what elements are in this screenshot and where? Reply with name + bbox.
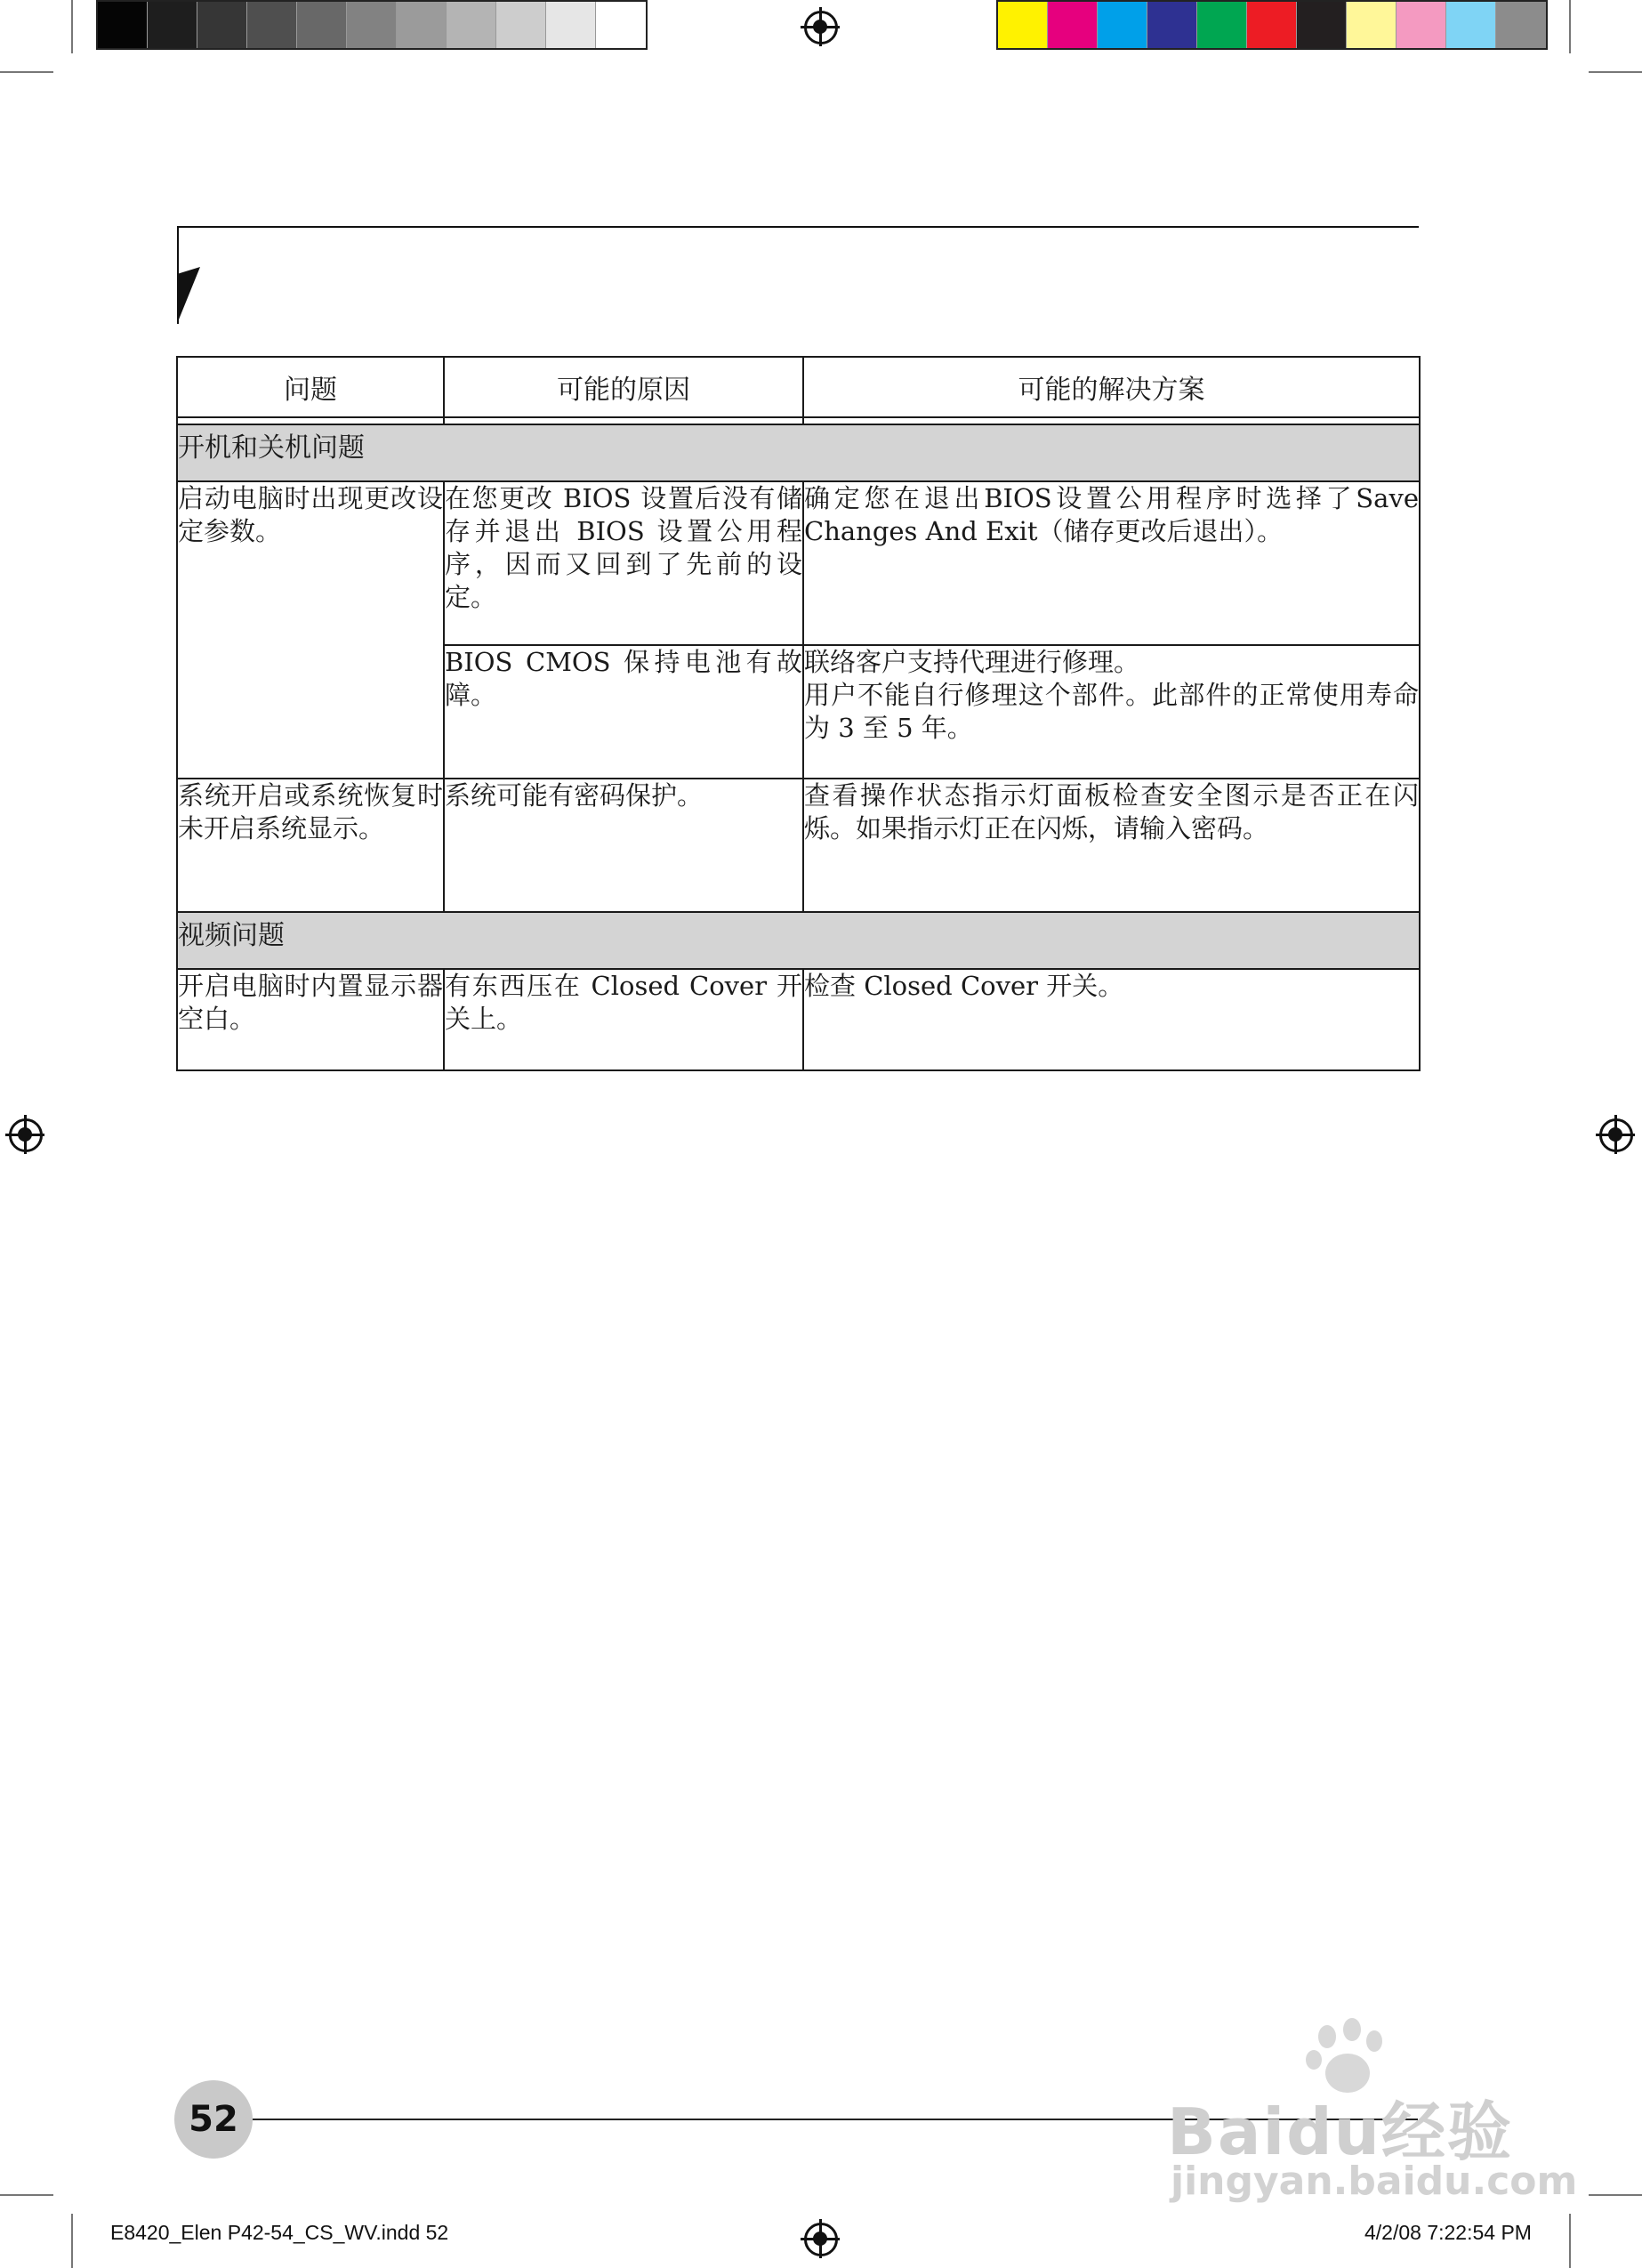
table-row <box>177 481 1420 645</box>
watermark-brand: Baidu经验 <box>1167 2094 1513 2169</box>
calibration-swatch <box>98 2 148 48</box>
section-row-power <box>177 424 1420 481</box>
header-gap-row <box>177 417 1420 424</box>
slug-timestamp: 4/2/08 7:22:54 PM <box>1364 2221 1532 2244</box>
section-row-video <box>177 912 1420 969</box>
crop-mark <box>1589 71 1642 73</box>
table-row <box>177 969 1420 1070</box>
crop-mark <box>0 71 53 73</box>
calibration-swatch <box>1397 2 1446 48</box>
calibration-swatch <box>1297 2 1347 48</box>
table-row <box>177 779 1420 912</box>
column-header-problem: 问题 <box>177 357 444 417</box>
grayscale-calibration-bar <box>96 0 648 50</box>
calibration-swatch <box>447 2 496 48</box>
solution-cell: 联络客户支持代理进行修理。 用户不能自行修理这个部件。此部件的正常使用寿命为 3 至 5 年。 <box>803 645 1420 779</box>
registration-mark-left-icon <box>5 1115 44 1154</box>
slug-filename: E8420_Elen P42-54_CS_WV.indd 52 <box>110 2221 449 2244</box>
calibration-swatch <box>1147 2 1197 48</box>
solution-cell: 确定您在退出BIOS设置公用程序时选择了Save Changes And Exit（储存更改后退出）。 <box>803 481 1420 645</box>
crop-mark <box>1569 2214 1571 2268</box>
page-number: 52 <box>174 2080 253 2159</box>
calibration-swatch <box>596 2 646 48</box>
column-header-cause: 可能的原因 <box>444 357 803 417</box>
calibration-swatch <box>1347 2 1397 48</box>
calibration-swatch <box>1197 2 1247 48</box>
crop-mark <box>1589 2194 1642 2196</box>
section-title: 开机和关机问题 <box>177 424 1420 481</box>
calibration-swatch <box>1098 2 1147 48</box>
troubleshooting-table <box>176 356 1421 1071</box>
calibration-swatch <box>247 2 297 48</box>
calibration-swatch <box>297 2 347 48</box>
calibration-swatch <box>1048 2 1098 48</box>
calibration-swatch <box>546 2 596 48</box>
calibration-swatch <box>148 2 197 48</box>
solution-cell: 查看操作状态指示灯面板检查安全图示是否正在闪烁。如果指示灯正在闪烁，请输入密码。 <box>803 779 1420 912</box>
calibration-swatch <box>1496 2 1546 48</box>
column-header-solution: 可能的解决方案 <box>803 357 1420 417</box>
baidu-watermark <box>1167 2018 1578 2205</box>
calibration-swatch <box>347 2 397 48</box>
crop-mark <box>1569 0 1571 53</box>
crop-mark <box>71 0 73 53</box>
crop-mark <box>0 2194 53 2196</box>
color-calibration-bar <box>996 0 1548 50</box>
calibration-swatch <box>1446 2 1496 48</box>
registration-mark-bottom-icon <box>801 2219 840 2258</box>
solution-cell: 检查 Closed Cover 开关。 <box>803 969 1420 1070</box>
registration-mark-top-icon <box>801 7 840 46</box>
calibration-swatch <box>1247 2 1297 48</box>
calibration-swatch <box>397 2 447 48</box>
cause-cell: 有东西压在 Closed Cover 开关上。 <box>444 969 803 1070</box>
cause-cell: 在您更改 BIOS 设置后没有储存并退出 BIOS 设置公用程序，因而又回到了先前的设定。 <box>444 481 803 645</box>
cause-cell: 系统可能有密码保护。 <box>444 779 803 912</box>
section-title: 视频问题 <box>177 912 1420 969</box>
calibration-swatch <box>496 2 546 48</box>
crop-mark <box>71 2214 73 2268</box>
problem-cell: 启动电脑时出现更改设定参数。 <box>177 481 444 779</box>
header-wedge-icon <box>177 267 204 324</box>
watermark-url: jingyan.baidu.com <box>1171 2159 1578 2204</box>
header-rule <box>177 226 1419 228</box>
calibration-swatch <box>197 2 247 48</box>
problem-cell: 开启电脑时内置显示器空白。 <box>177 969 444 1070</box>
registration-mark-right-icon <box>1596 1115 1635 1154</box>
cause-cell: BIOS CMOS 保持电池有故障。 <box>444 645 803 779</box>
problem-cell: 系统开启或系统恢复时未开启系统显示。 <box>177 779 444 912</box>
calibration-swatch <box>998 2 1048 48</box>
